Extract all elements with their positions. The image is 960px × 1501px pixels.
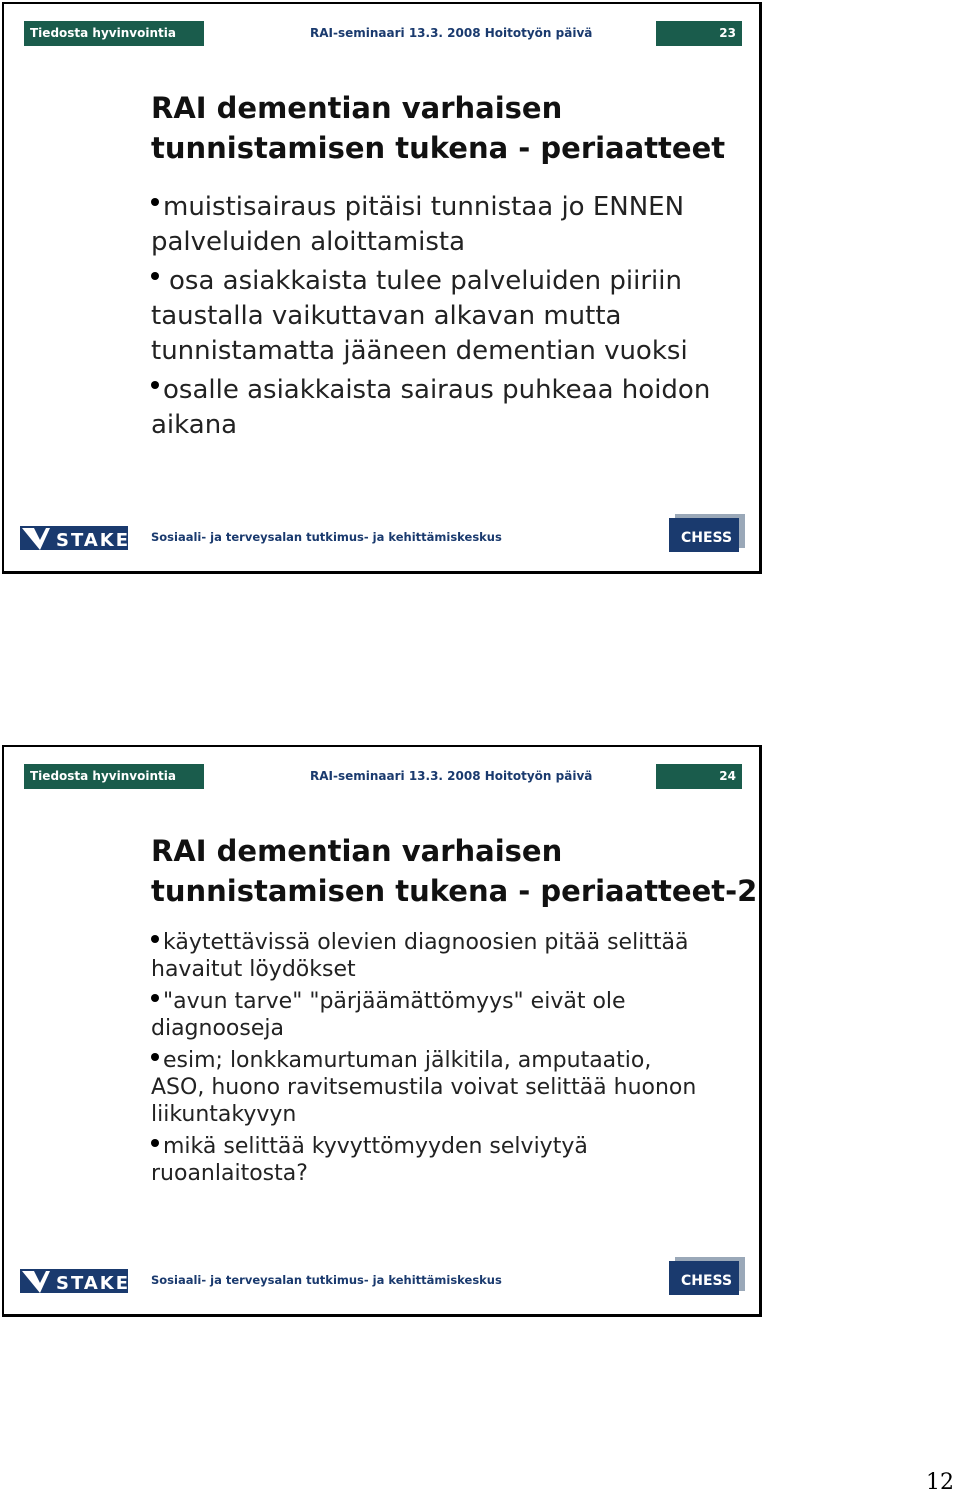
header-left-label: Tiedosta hyvinvointia (24, 21, 204, 46)
bullet-dot-icon (151, 935, 159, 943)
stakes-logo (20, 1265, 145, 1295)
bullet-item (151, 373, 711, 443)
bullet-text: diagnooseja (151, 1016, 284, 1041)
bullet-text: muistisairaus pitäisi tunnistaa jo ENNEN (163, 192, 685, 222)
slide-24 (2, 745, 762, 1317)
bullet-text: liikuntakyvyn (151, 1102, 297, 1127)
title-line-2: tunnistamisen tukena - periaatteet (151, 131, 726, 165)
header-left-label: Tiedosta hyvinvointia (24, 764, 204, 789)
bullet-item (151, 190, 711, 260)
header-center-block (204, 21, 656, 46)
stakes-logo (20, 522, 145, 552)
bullet-text: havaitut löydökset (151, 957, 356, 982)
title-line-1: RAI dementian varhaisen (151, 834, 563, 868)
footer-text: Sosiaali- ja terveysalan tutkimus- ja kehittämiskeskus (151, 1273, 502, 1287)
bullet-item (151, 929, 711, 983)
slide-title (151, 88, 725, 168)
slide-title (151, 831, 757, 911)
slide-23 (2, 2, 762, 574)
bullet-text: käytettävissä olevien diagnoosien pitää selittää (163, 930, 689, 955)
bullet-text: "avun tarve" "pärjäämättömyys" eivät ole (163, 989, 626, 1014)
title-line-2: tunnistamisen tukena - periaatteet-2 (151, 874, 758, 908)
bullet-item (151, 1047, 711, 1128)
header-center-label: RAI-seminaari 13.3. 2008 Hoitotyön päivä (310, 769, 593, 783)
bullet-dot-icon (151, 272, 159, 280)
bullet-text: esim; lonkkamurtuman jälkitila, amputaatio, (163, 1048, 652, 1073)
slide-body (151, 190, 711, 443)
bullet-text: ASO, huono ravitsemustila voivat selittää huonon (151, 1075, 697, 1100)
slide-header (24, 764, 742, 789)
chess-logo (669, 1257, 745, 1297)
stakes-logo-text: STAKES (56, 530, 145, 551)
slide-footer (20, 522, 744, 558)
bullet-dot-icon (151, 198, 159, 206)
bullet-text: palveluiden aloittamista (151, 227, 466, 257)
bullet-dot-icon (151, 994, 159, 1002)
title-line-1: RAI dementian varhaisen (151, 91, 563, 125)
chess-logo-text: CHESS (681, 530, 733, 546)
bullet-dot-icon (151, 1053, 159, 1061)
bullet-item (151, 264, 711, 369)
bullet-text: mikä selittää kyvyttömyyden selviytyä (163, 1134, 588, 1159)
bullet-text: osalle asiakkaista sairaus puhkeaa hoidon (163, 375, 711, 405)
page-number: 12 (926, 1470, 954, 1495)
bullet-text: taustalla vaikuttavan alkavan mutta (151, 301, 622, 331)
bullet-text: ruoanlaitosta? (151, 1161, 308, 1186)
stakes-logo-text: STAKES (56, 1273, 145, 1294)
slide-header (24, 21, 742, 46)
bullet-text: aikana (151, 410, 238, 440)
bullet-dot-icon (151, 381, 159, 389)
bullet-text: osa asiakkaista tulee palveluiden piiriin (169, 266, 682, 296)
bullet-item (151, 1133, 711, 1187)
slide-number: 24 (656, 764, 742, 789)
slide-number: 23 (656, 21, 742, 46)
bullet-text: tunnistamatta jääneen dementian vuoksi (151, 336, 688, 366)
chess-logo (669, 514, 745, 554)
bullet-dot-icon (151, 1139, 159, 1147)
chess-logo-text: CHESS (681, 1273, 733, 1289)
header-center-block (204, 764, 656, 789)
footer-text: Sosiaali- ja terveysalan tutkimus- ja kehittämiskeskus (151, 530, 502, 544)
slide-body (151, 929, 711, 1187)
header-center-label: RAI-seminaari 13.3. 2008 Hoitotyön päivä (310, 26, 593, 40)
bullet-item (151, 988, 711, 1042)
slide-footer (20, 1265, 744, 1301)
